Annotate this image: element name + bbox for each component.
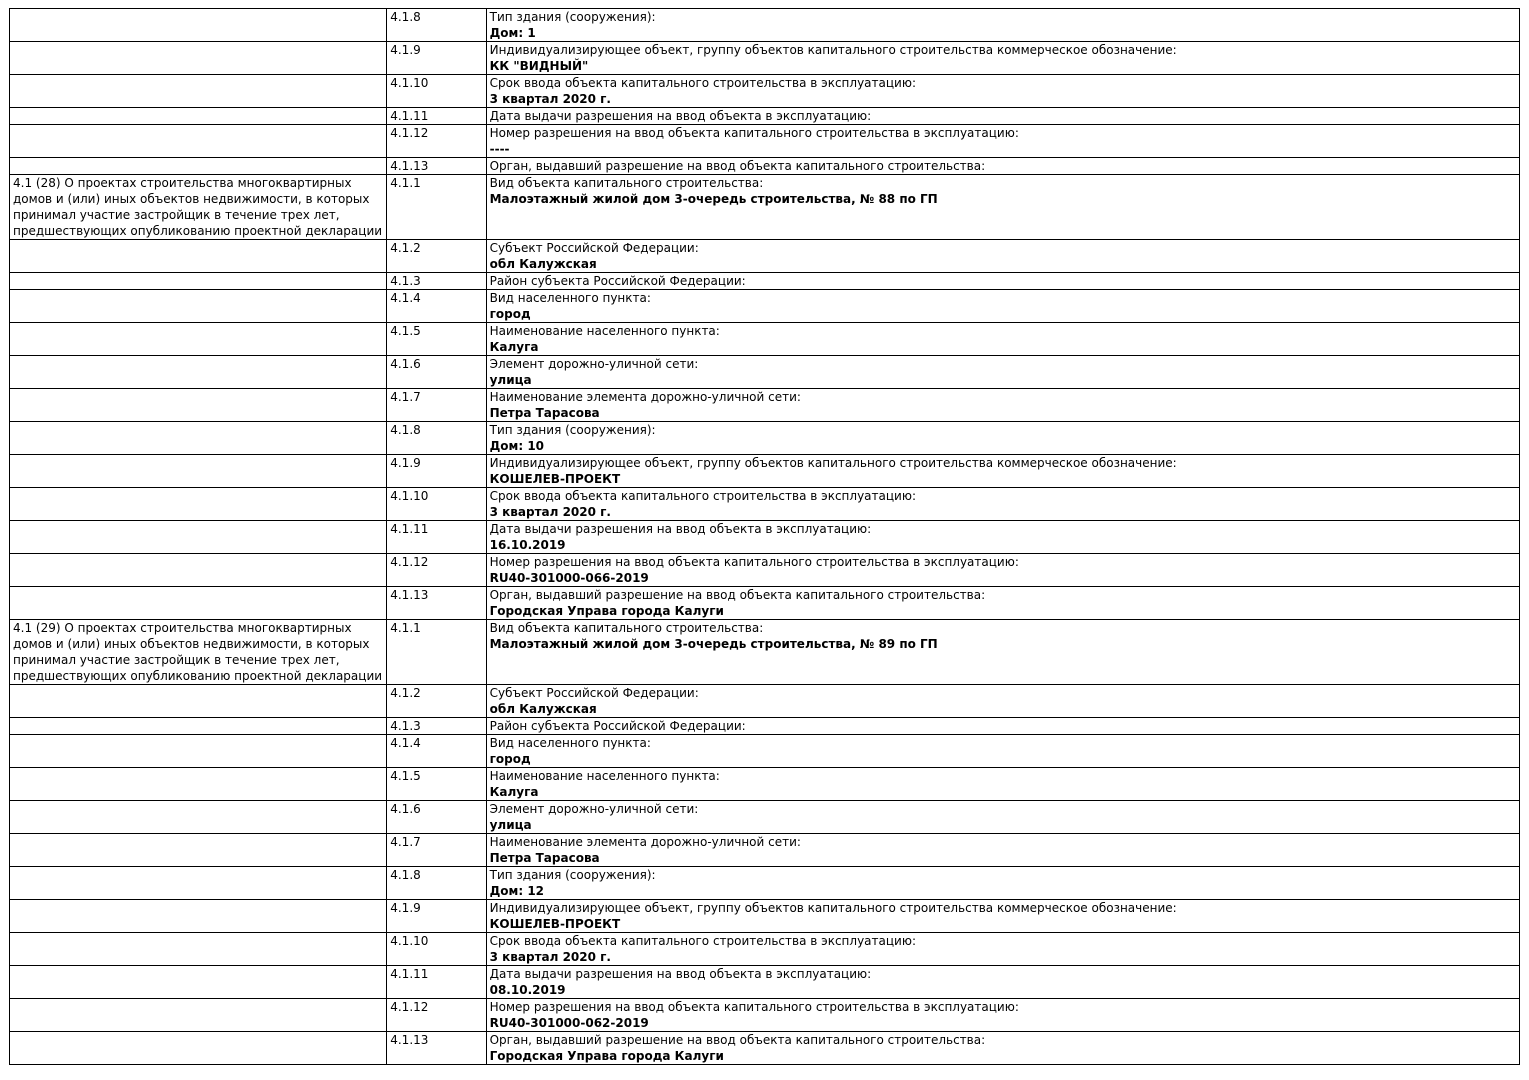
item-content-cell [486, 718, 1519, 735]
field-label: Элемент дорожно-уличной сети: [489, 802, 699, 816]
field-label: Орган, выдавший разрешение на ввод объекта капитального строительства: [489, 1033, 986, 1047]
item-code: 4.1.8 [387, 9, 486, 42]
item-content-cell [486, 356, 1519, 389]
section-title-empty-cell [10, 9, 387, 42]
field-value: Малоэтажный жилой дом 3-очередь строительства, № 89 по ГП [489, 637, 938, 651]
field-label: Дата выдачи разрешения на ввод объекта в эксплуатацию: [489, 109, 872, 123]
table-row [10, 735, 1520, 768]
item-content-cell [486, 801, 1519, 834]
field-label: Вид населенного пункта: [489, 736, 651, 750]
item-code: 4.1.7 [387, 389, 486, 422]
field-label: Субъект Российской Федерации: [489, 686, 699, 700]
field-value: Петра Тарасова [489, 406, 600, 420]
item-content-cell [486, 389, 1519, 422]
field-value: 3 квартал 2020 г. [489, 505, 611, 519]
section-title-empty-cell [10, 125, 387, 158]
item-content-cell [486, 685, 1519, 718]
field-value: город [489, 307, 531, 321]
field-label: Срок ввода объекта капитального строительства в эксплуатацию: [489, 489, 916, 503]
item-content-cell [486, 455, 1519, 488]
field-value: 08.10.2019 [489, 983, 566, 997]
item-code: 4.1.4 [387, 735, 486, 768]
table-row [10, 175, 1520, 240]
table-row [10, 1032, 1520, 1065]
item-content-cell [486, 933, 1519, 966]
field-value: Дом: 1 [489, 26, 536, 40]
section-title-empty-cell [10, 685, 387, 718]
table-row [10, 290, 1520, 323]
item-code: 4.1.13 [387, 158, 486, 175]
field-value: город [489, 752, 531, 766]
table-row [10, 999, 1520, 1032]
table-row [10, 323, 1520, 356]
item-content-cell [486, 834, 1519, 867]
field-value: 3 квартал 2020 г. [489, 950, 611, 964]
field-value: улица [489, 818, 532, 832]
item-content-cell [486, 108, 1519, 125]
section-title-empty-cell [10, 867, 387, 900]
section-title-empty-cell [10, 42, 387, 75]
section-title-empty-cell [10, 587, 387, 620]
table-row [10, 620, 1520, 685]
field-value: Дом: 10 [489, 439, 545, 453]
field-label: Наименование элемента дорожно-уличной сети: [489, 835, 801, 849]
item-content-cell [486, 175, 1519, 240]
section-title-empty-cell [10, 323, 387, 356]
item-content-cell [486, 735, 1519, 768]
table-row [10, 42, 1520, 75]
field-value: улица [489, 373, 532, 387]
item-code: 4.1.6 [387, 356, 486, 389]
field-value: Дом: 12 [489, 884, 545, 898]
table-row [10, 158, 1520, 175]
table-row [10, 273, 1520, 290]
item-code: 4.1.9 [387, 900, 486, 933]
item-content-cell [486, 1032, 1519, 1065]
item-code: 4.1.12 [387, 999, 486, 1032]
field-value: Малоэтажный жилой дом 3-очередь строительства, № 88 по ГП [489, 192, 938, 206]
item-code: 4.1.8 [387, 422, 486, 455]
item-code: 4.1.7 [387, 834, 486, 867]
item-content-cell [486, 240, 1519, 273]
field-value: КОШЕЛЕВ-ПРОЕКТ [489, 917, 621, 931]
field-value: Калуга [489, 785, 539, 799]
item-code: 4.1.9 [387, 455, 486, 488]
section-title-empty-cell [10, 290, 387, 323]
field-label: Наименование населенного пункта: [489, 324, 720, 338]
field-value: RU40-301000-062-2019 [489, 1016, 649, 1030]
table-row [10, 554, 1520, 587]
item-content-cell [486, 9, 1519, 42]
item-content-cell [486, 125, 1519, 158]
field-label: Орган, выдавший разрешение на ввод объекта капитального строительства: [489, 588, 986, 602]
field-label: Номер разрешения на ввод объекта капитального строительства в эксплуатацию: [489, 1000, 1019, 1014]
section-title-empty-cell [10, 75, 387, 108]
section-title-empty-cell [10, 158, 387, 175]
item-code: 4.1.1 [387, 175, 486, 240]
item-content-cell [486, 75, 1519, 108]
table-row [10, 900, 1520, 933]
item-code: 4.1.11 [387, 966, 486, 999]
item-code: 4.1.10 [387, 933, 486, 966]
table-row [10, 455, 1520, 488]
field-value: ---- [489, 142, 510, 156]
item-content-cell [486, 273, 1519, 290]
item-code: 4.1.12 [387, 125, 486, 158]
item-code: 4.1.9 [387, 42, 486, 75]
field-label: Субъект Российской Федерации: [489, 241, 699, 255]
field-label: Дата выдачи разрешения на ввод объекта в эксплуатацию: [489, 522, 872, 536]
item-content-cell [486, 620, 1519, 685]
section-title-empty-cell [10, 900, 387, 933]
table-row [10, 75, 1520, 108]
section-title-empty-cell [10, 1032, 387, 1065]
field-label: Индивидуализирующее объект, группу объектов капитального строительства коммерческое обозначение: [489, 901, 1177, 915]
field-label: Наименование населенного пункта: [489, 769, 720, 783]
item-code: 4.1.2 [387, 685, 486, 718]
field-label: Тип здания (сооружения): [489, 423, 656, 437]
field-label: Индивидуализирующее объект, группу объектов капитального строительства коммерческое обозначение: [489, 43, 1177, 57]
section-title-empty-cell [10, 735, 387, 768]
item-content-cell [486, 488, 1519, 521]
section-title-empty-cell [10, 356, 387, 389]
field-label: Орган, выдавший разрешение на ввод объекта капитального строительства: [489, 159, 986, 173]
field-value: обл Калужская [489, 257, 597, 271]
item-code: 4.1.8 [387, 867, 486, 900]
section-title-empty-cell [10, 966, 387, 999]
table-row [10, 587, 1520, 620]
table-row [10, 422, 1520, 455]
field-label: Вид населенного пункта: [489, 291, 651, 305]
section-title-empty-cell [10, 389, 387, 422]
field-label: Район субъекта Российской Федерации: [489, 719, 746, 733]
item-content-cell [486, 900, 1519, 933]
table-row [10, 801, 1520, 834]
field-value: 3 квартал 2020 г. [489, 92, 611, 106]
section-title-empty-cell [10, 521, 387, 554]
item-content-cell [486, 587, 1519, 620]
field-label: Индивидуализирующее объект, группу объектов капитального строительства коммерческое обозначение: [489, 456, 1177, 470]
field-label: Наименование элемента дорожно-уличной сети: [489, 390, 801, 404]
field-label: Вид объекта капитального строительства: [489, 176, 764, 190]
field-label: Срок ввода объекта капитального строительства в эксплуатацию: [489, 76, 916, 90]
item-code: 4.1.12 [387, 554, 486, 587]
section-title: 4.1 (28) О проектах строительства многоквартирных домов и (или) иных объектов недвижимости, в которых принимал участие застройщик в течение трех лет, предшествующих опубликованию проектной декларации [10, 175, 387, 240]
table-row [10, 768, 1520, 801]
table-row [10, 9, 1520, 42]
section-title-empty-cell [10, 422, 387, 455]
section-title-empty-cell [10, 933, 387, 966]
field-value: Городская Управа города Калуги [489, 604, 724, 618]
field-label: Элемент дорожно-уличной сети: [489, 357, 699, 371]
field-label: Номер разрешения на ввод объекта капитального строительства в эксплуатацию: [489, 555, 1019, 569]
section-title-empty-cell [10, 108, 387, 125]
item-code: 4.1.10 [387, 488, 486, 521]
field-label: Тип здания (сооружения): [489, 10, 656, 24]
table-row [10, 685, 1520, 718]
field-label: Вид объекта капитального строительства: [489, 621, 764, 635]
field-label: Тип здания (сооружения): [489, 868, 656, 882]
table-row [10, 108, 1520, 125]
section-title-empty-cell [10, 554, 387, 587]
item-content-cell [486, 521, 1519, 554]
item-code: 4.1.11 [387, 521, 486, 554]
section-title-empty-cell [10, 834, 387, 867]
item-content-cell [486, 422, 1519, 455]
declaration-table-body [10, 9, 1520, 1065]
field-value: 16.10.2019 [489, 538, 566, 552]
project-declaration-table [9, 8, 1520, 1065]
field-value: Петра Тарасова [489, 851, 600, 865]
item-code: 4.1.2 [387, 240, 486, 273]
field-label: Номер разрешения на ввод объекта капитального строительства в эксплуатацию: [489, 126, 1019, 140]
item-content-cell [486, 42, 1519, 75]
item-content-cell [486, 966, 1519, 999]
item-code: 4.1.6 [387, 801, 486, 834]
item-code: 4.1.13 [387, 587, 486, 620]
field-value: RU40-301000-066-2019 [489, 571, 649, 585]
item-content-cell [486, 768, 1519, 801]
item-content-cell [486, 158, 1519, 175]
table-row [10, 240, 1520, 273]
item-code: 4.1.4 [387, 290, 486, 323]
section-title-empty-cell [10, 273, 387, 290]
item-code: 4.1.3 [387, 718, 486, 735]
item-content-cell [486, 290, 1519, 323]
section-title-empty-cell [10, 240, 387, 273]
field-label: Дата выдачи разрешения на ввод объекта в эксплуатацию: [489, 967, 872, 981]
section-title-empty-cell [10, 455, 387, 488]
item-code: 4.1.1 [387, 620, 486, 685]
table-row [10, 521, 1520, 554]
section-title-empty-cell [10, 999, 387, 1032]
item-code: 4.1.3 [387, 273, 486, 290]
table-row [10, 834, 1520, 867]
table-row [10, 125, 1520, 158]
item-code: 4.1.11 [387, 108, 486, 125]
item-code: 4.1.13 [387, 1032, 486, 1065]
item-code: 4.1.5 [387, 323, 486, 356]
section-title-empty-cell [10, 801, 387, 834]
section-title: 4.1 (29) О проектах строительства многоквартирных домов и (или) иных объектов недвижимости, в которых принимал участие застройщик в течение трех лет, предшествующих опубликованию проектной декларации [10, 620, 387, 685]
section-title-empty-cell [10, 718, 387, 735]
item-content-cell [486, 554, 1519, 587]
field-value: обл Калужская [489, 702, 597, 716]
table-row [10, 356, 1520, 389]
table-row [10, 718, 1520, 735]
item-content-cell [486, 323, 1519, 356]
item-content-cell [486, 999, 1519, 1032]
table-row [10, 867, 1520, 900]
field-label: Срок ввода объекта капитального строительства в эксплуатацию: [489, 934, 916, 948]
field-value: КОШЕЛЕВ-ПРОЕКТ [489, 472, 621, 486]
section-title-empty-cell [10, 768, 387, 801]
field-value: Калуга [489, 340, 539, 354]
field-value: КК "ВИДНЫЙ" [489, 59, 589, 73]
section-title-empty-cell [10, 488, 387, 521]
item-code: 4.1.5 [387, 768, 486, 801]
item-code: 4.1.10 [387, 75, 486, 108]
field-value: Городская Управа города Калуги [489, 1049, 724, 1063]
field-label: Район субъекта Российской Федерации: [489, 274, 746, 288]
table-row [10, 389, 1520, 422]
table-row [10, 966, 1520, 999]
item-content-cell [486, 867, 1519, 900]
table-row [10, 933, 1520, 966]
table-row [10, 488, 1520, 521]
